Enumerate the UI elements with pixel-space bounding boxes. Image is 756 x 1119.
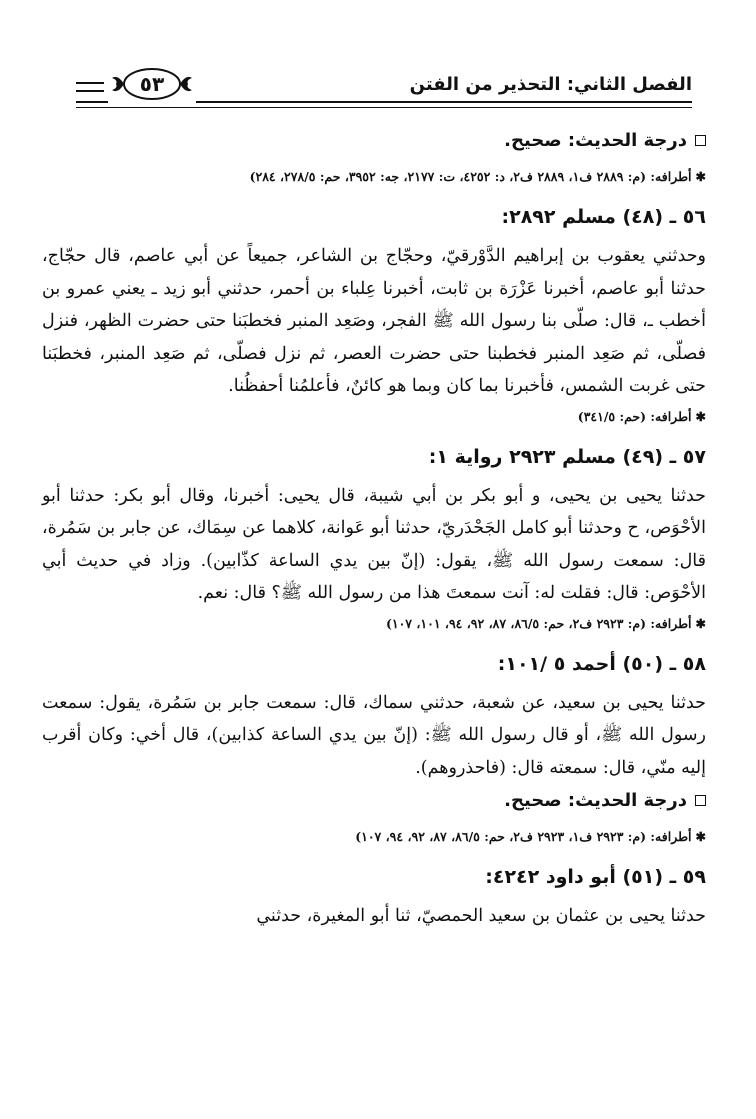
page-content: [42, 130, 706, 939]
hadith-heading: ٥٦ ـ (٤٨) مسلم ٢٨٩٢:: [501, 206, 706, 228]
grade-text: درجة الحديث: صحيح.: [504, 130, 687, 151]
square-bullet-icon: [695, 795, 706, 806]
atraf-text: أطرافه: (م: ٢٩٢٣ ف١، ٢٩٢٣ ف٢، حم: ٨٦/٥، ٨٧، ٩٢، ٩٤، ١٠٧): [355, 829, 692, 844]
square-bullet-icon: [695, 135, 706, 146]
grade-text: درجة الحديث: صحيح.: [504, 790, 687, 811]
star-bullet-icon: ✱: [695, 615, 706, 631]
atraf-text: أطرافه: (م: ٢٩٢٣ ف٢، حم: ٨٦/٥، ٨٧، ٩٢، ٩٤، ١٠١، ١٠٧): [385, 615, 692, 631]
hadith-text: حدثنا يحيى بن عثمان بن سعيد الحمصيّ، ثنا أبو المغيرة، حدثني: [256, 906, 706, 926]
atraf-line: [42, 829, 706, 844]
hadith-text: حدثنا يحيى بن يحيى، و أبو بكر بن أبي شيبة، قال يحيى: أخبرنا، وقال أبو بكر: حدثنا أبو الأحْوَص، ح وحدثنا أبو كامل الجَحْدَريّ، حدثنا أبو عَوانة، كلاهما عن سِمَاك، عن جابر بن سَمُرة، قال: سمعت رسول الله ﷺ، يقول: (إنّ بين يدي الساعة كذّابين). وزاد في حديث أبي الأحْوَص: قال: فقلت له: آنت سمعتَ هذا من رسول الله ﷺ؟ قال: نعم.: [42, 485, 706, 603]
chapter-title: الفصل الثاني: التحذير من الفتن: [409, 74, 692, 95]
page-number-ornament: [108, 64, 196, 104]
atraf-line: [42, 409, 706, 424]
hadith-grade: [42, 790, 706, 811]
hadith-text: حدثنا يحيى بن سعيد، عن شعبة، حدثني سماك، قال: سمعت جابر بن سَمُرة، يقول: سمعت رسول الله ﷺ، أو قال رسول الله ﷺ: (إنّ بين يدي الساعة كذابين)، قال أخي: وكان أقرب إليه منّي، قال: سمعته قال: (فاحذروهم).: [42, 692, 706, 778]
star-bullet-icon: ✱: [695, 169, 706, 184]
atraf-line: [42, 616, 706, 631]
atraf-line: [42, 169, 706, 184]
star-bullet-icon: ✱: [695, 408, 706, 424]
page-number: ٥٣: [139, 72, 165, 96]
hadith-heading: ٥٧ ـ (٤٩) مسلم ٢٩٢٣ رواية ١:: [428, 445, 706, 468]
star-bullet-icon: ✱: [695, 829, 706, 844]
atraf-text: أطرافه: (حم: ٣٤١/٥): [577, 408, 692, 424]
page-header: [76, 64, 692, 108]
hadith-grade: [42, 130, 706, 151]
hadith-heading: ٥٨ ـ (٥٠) أحمد ٥ /١٠١:: [497, 652, 706, 675]
hadith-heading: ٥٩ ـ (٥١) أبو داود ٤٢٤٢:: [485, 866, 706, 888]
hadith-text: وحدثني يعقوب بن إبراهيم الدَّوْرقيّ، وحجّاج بن الشاعر، جميعاً عن أبي عاصم، قال حجّاج، حدثنا أبو عاصم، أخبرنا عَزْرَة بن ثابت، أخبرنا عِلباء بن أحمر، حدثني أبو زيد ـ يعني عمرو بن أخطب ـ، قال: صلّى بنا رسول الله ﷺ الفجر، وصَعِد المنبر فخطبَنا حتى حضرت الظهر، فنزل فصلّى، ثم صَعِد المنبر فخطبنا حتى حضرت العصر، ثم نزل فصلّى، ثم صَعِد المنبر، فخطبَنا حتى غربت الشمس، فأخبرنا بما كان وبما هو كائنٌ، فأعلمُنا أحفظُنا.: [42, 246, 706, 396]
atraf-text: أطرافه: (م: ٢٨٨٩ ف١، ٢٨٨٩ ف٢، د: ٤٢٥٢، ت: ٢١٧٧، جه: ٣٩٥٢، حم: ٢٧٨/٥، ٢٨٤): [249, 169, 692, 184]
header-dash: [76, 82, 104, 92]
